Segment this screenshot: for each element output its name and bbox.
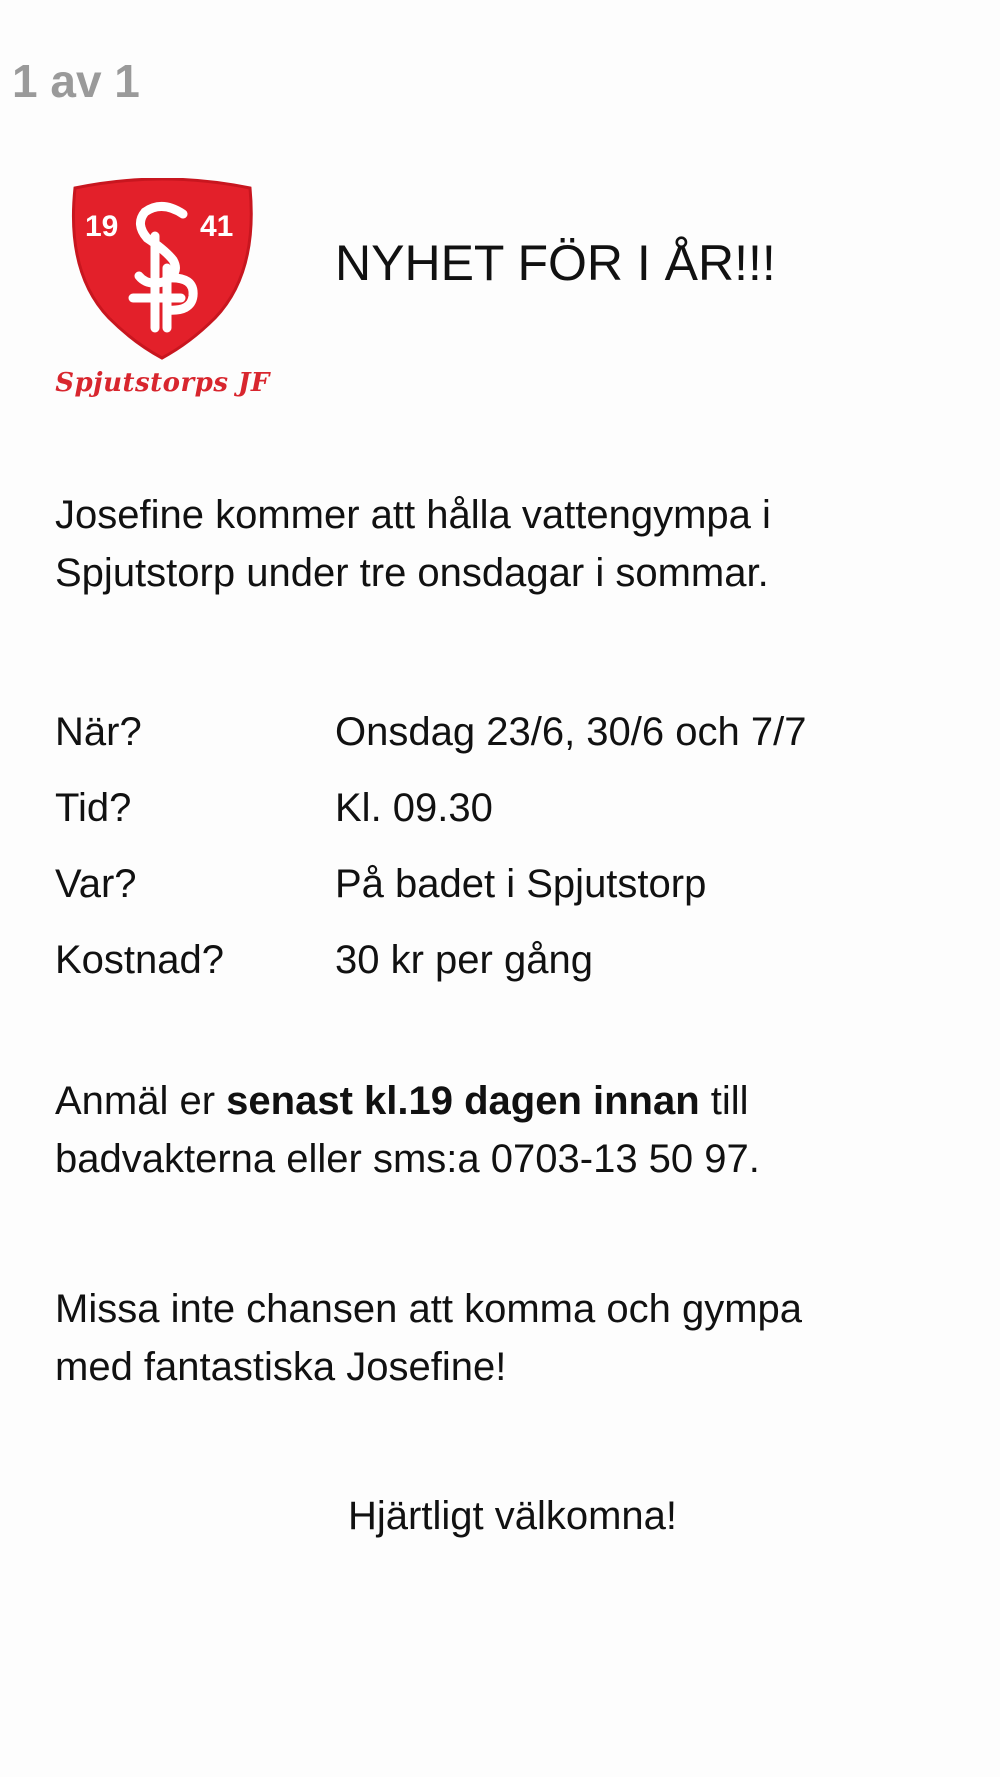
- info-row-cost: [55, 922, 806, 998]
- info-row-where: [55, 846, 806, 922]
- info-value: På badet i Spjutstorp: [335, 861, 707, 906]
- headline: NYHET FÖR I ÅR!!!: [335, 235, 776, 291]
- club-logo: [55, 178, 270, 408]
- logo-year-left: 19: [85, 210, 119, 243]
- intro-line: Spjutstorp under tre onsdagar i sommar.: [55, 551, 769, 595]
- closing-line: Missa inte chansen att komma och gympa: [55, 1287, 803, 1331]
- closing-paragraph: [55, 1280, 955, 1396]
- info-label: Var?: [55, 861, 137, 906]
- logo-year-right: 41: [200, 210, 234, 243]
- signup-contact-line: badvakterna eller sms:a 0703-13 50 97.: [55, 1137, 760, 1181]
- shield-emblem: [55, 178, 270, 368]
- signup-deadline: senast kl.19 dagen innan: [226, 1079, 700, 1123]
- signup-suffix: till: [699, 1079, 749, 1123]
- welcome-text: Hjärtligt välkomna!: [348, 1494, 678, 1538]
- info-label: När?: [55, 709, 142, 754]
- signup-prefix: Anmäl er: [55, 1079, 227, 1123]
- logo-club-name: Spjutstorps JF: [55, 368, 270, 398]
- info-label: Tid?: [55, 785, 132, 830]
- info-value: Kl. 09.30: [335, 785, 493, 830]
- info-label: Kostnad?: [55, 937, 225, 982]
- signup-line: [55, 1072, 955, 1130]
- closing-line: med fantastiska Josefine!: [55, 1345, 507, 1389]
- info-row-time: [55, 770, 806, 846]
- info-row-when: [55, 694, 806, 770]
- info-value: Onsdag 23/6, 30/6 och 7/7: [335, 709, 807, 754]
- info-value: 30 kr per gång: [335, 937, 593, 982]
- page-counter: 1 av 1: [12, 55, 140, 107]
- signup-paragraph: [55, 1072, 955, 1188]
- event-info-table: [55, 694, 806, 998]
- intro-line: Josefine kommer att hålla vattengympa i: [55, 493, 771, 537]
- intro-paragraph: [55, 486, 955, 602]
